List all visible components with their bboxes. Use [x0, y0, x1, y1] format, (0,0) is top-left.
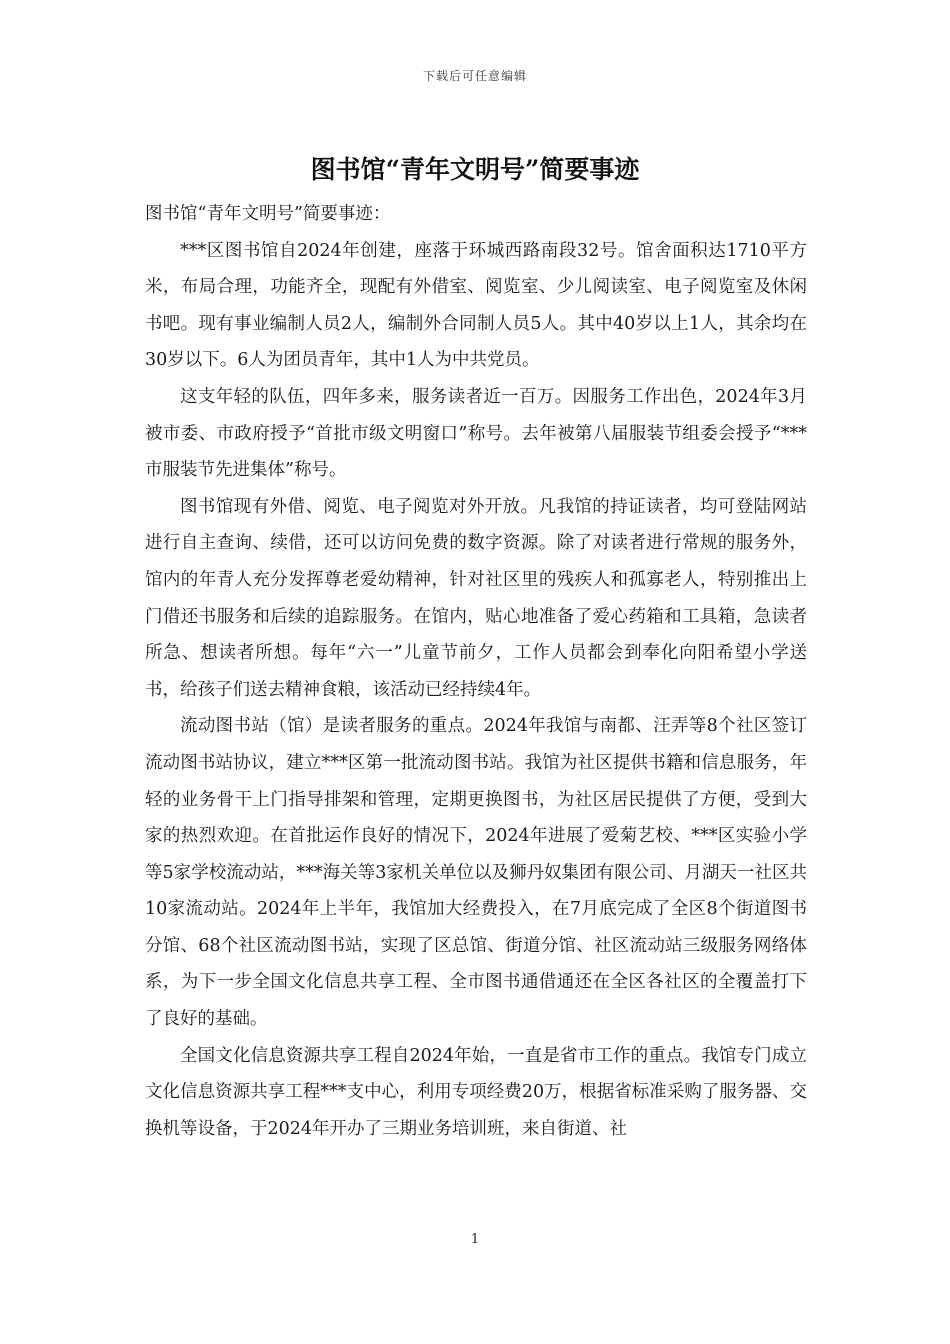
body-paragraph-lead: 图书馆“青年文明号”简要事迹： — [145, 204, 391, 224]
body-paragraph: 全国文化信息资源共享工程自2024年始，一直是省市工作的重点。我馆专门成立文化信息资源共享工程***支中心，利用专项经费20万，根据省标准采购了服务器、交换机等设备，于2024年开办了三期业务培训班，来自街道、社 — [145, 1045, 807, 1139]
page-header-note: 下载后可任意编辑 — [422, 69, 527, 83]
body-paragraph: 流动图书站（馆）是读者服务的重点。2024年我馆与南都、汪弄等8个社区签订流动图书站协议，建立***区第一批流动图书站。我馆为社区提供书籍和信息服务，年轻的业务骨干上门指导排架和管理，定期更换图书，为社区居民提供了方便，受到大家的热烈欢迎。在首批运作良好的情况下，2024年进展了爱菊艺校、***区实验小学等5家学校流动站，***海关等3家机关单位以及狮丹奴集团有限公司、月湖天一社区共10家流动站。2024年上半年，我馆加大经费投入，在7月底完成了全区8个街道图书分馆、68个社区流动图书站，实现了区总馆、街道分馆、社区流动站三级服务网络体系，为下一步全国文化信息共享工程、全市图书通借通还在全区各社区的全覆盖打下了良好的基础。 — [145, 716, 807, 1030]
page-number: 1 — [470, 1232, 480, 1247]
body-paragraph: 这支年轻的队伍，四年多来，服务读者近一百万。因服务工作出色，2024年3月被市委、市政府授予“首批市级文明窗口”称号。去年被第八届服装节组委会授予“***市服装节先进集体”称号。 — [145, 386, 807, 481]
document-title: 图书馆“青年文明号”简要事迹 — [310, 155, 640, 184]
body-paragraph: 图书馆现有外借、阅览、电子阅览对外开放。凡我馆的持证读者，均可登陆网站进行自主查询、续借，还可以访问免费的数字资源。除了对读者进行常规的服务外，馆内的年青人充分发挥尊老爱幼精神，针对社区里的残疾人和孤寡老人，特别推出上门借还书服务和后续的追踪服务。在馆内，贴心地准备了爱心药箱和工具箱，急读者所急、想读者所想。每年“六一”儿童节前夕，工作人员都会到奉化向阳希望小学送书，给孩子们送去精神食粮，该活动已经持续4年。 — [145, 496, 807, 700]
body-paragraph: ***区图书馆自2024年创建，座落于环城西路南段32号。馆舍面积达1710平方米，布局合理，功能齐全，现配有外借室、阅览室、少儿阅读室、电子阅览室及休闲书吧。现有事业编制人员2人，编制外合同制人员5人。其中40岁以上1人，其余均在30岁以下。6人为团员青年，其中1人为中共党员。 — [145, 240, 807, 371]
document-body — [145, 196, 807, 1147]
